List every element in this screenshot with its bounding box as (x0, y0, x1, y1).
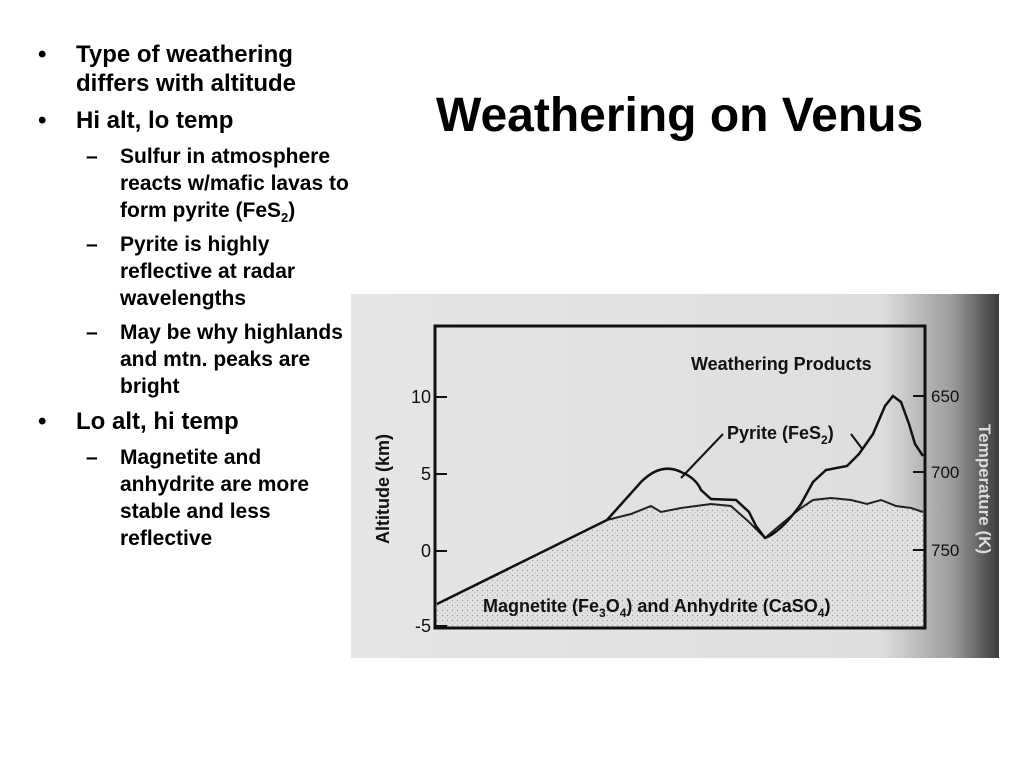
pyrite-label: Pyrite (FeS$_2$) (727, 423, 834, 447)
bullet-dot: • (38, 107, 47, 134)
pyrite-leader-line-2 (851, 434, 863, 450)
bullet-text: Lo alt, hi temp (76, 408, 239, 435)
left-axis (435, 397, 447, 626)
bullet-dot: • (38, 408, 47, 435)
bullet-dot: • (38, 41, 47, 68)
sub-bullet-highlands (38, 319, 358, 400)
sub-bullet-sulfur (38, 143, 358, 224)
bullet-lo-alt (38, 407, 358, 436)
y-tick: 10 (410, 387, 431, 407)
y-axis-label: Altitude (km) (373, 434, 393, 544)
pyrite-leader-line (681, 434, 723, 478)
subscript: 2 (281, 210, 289, 226)
figure-graphic (351, 294, 999, 658)
bullet-text: Hi alt, lo temp (76, 107, 234, 134)
sub-bullet-pyrite (38, 231, 358, 312)
figure-heading: Weathering Products (691, 354, 872, 374)
right-tick: 750 (931, 541, 960, 560)
sub-bullet-text: Magnetite and anhydrite are more stable and less reflective (120, 446, 310, 550)
right-tick: 700 (931, 463, 960, 482)
bullet-weathering-altitude (38, 40, 358, 98)
magnetite-label: Magnetite $(Fe_3O_4)$ and Anhydrite (CaSO$_4$) (483, 596, 831, 620)
dash-marker: – (86, 446, 98, 469)
sub-bullet-text: Sulfur in atmosphere reacts w/mafic lavas to form pyrite (FeS (120, 145, 349, 222)
bullet-hi-alt (38, 106, 358, 135)
y-tick: 5 (420, 464, 431, 484)
right-axis-label: Temperature (K) (975, 424, 994, 555)
bullet-text: Type of weathering differs with altitude (76, 41, 297, 97)
sub-bullet-text: May be why highlands and mtn. peaks are bright (120, 321, 343, 398)
bullet-list (38, 40, 358, 559)
y-tick: 0 (420, 541, 431, 561)
dash-marker: – (86, 233, 98, 256)
dash-marker: – (86, 145, 98, 168)
sub-bullet-magnetite (38, 444, 358, 552)
weathering-products-figure (351, 294, 999, 658)
dash-marker: – (86, 321, 98, 344)
slide-title: Weathering on Venus (436, 89, 924, 142)
y-tick: -5 (414, 616, 431, 636)
sub-bullet-text-end: ) (288, 199, 296, 222)
sub-bullet-text: Pyrite is highly reflective at radar wavelengths (120, 233, 296, 310)
right-tick: 650 (931, 387, 960, 406)
